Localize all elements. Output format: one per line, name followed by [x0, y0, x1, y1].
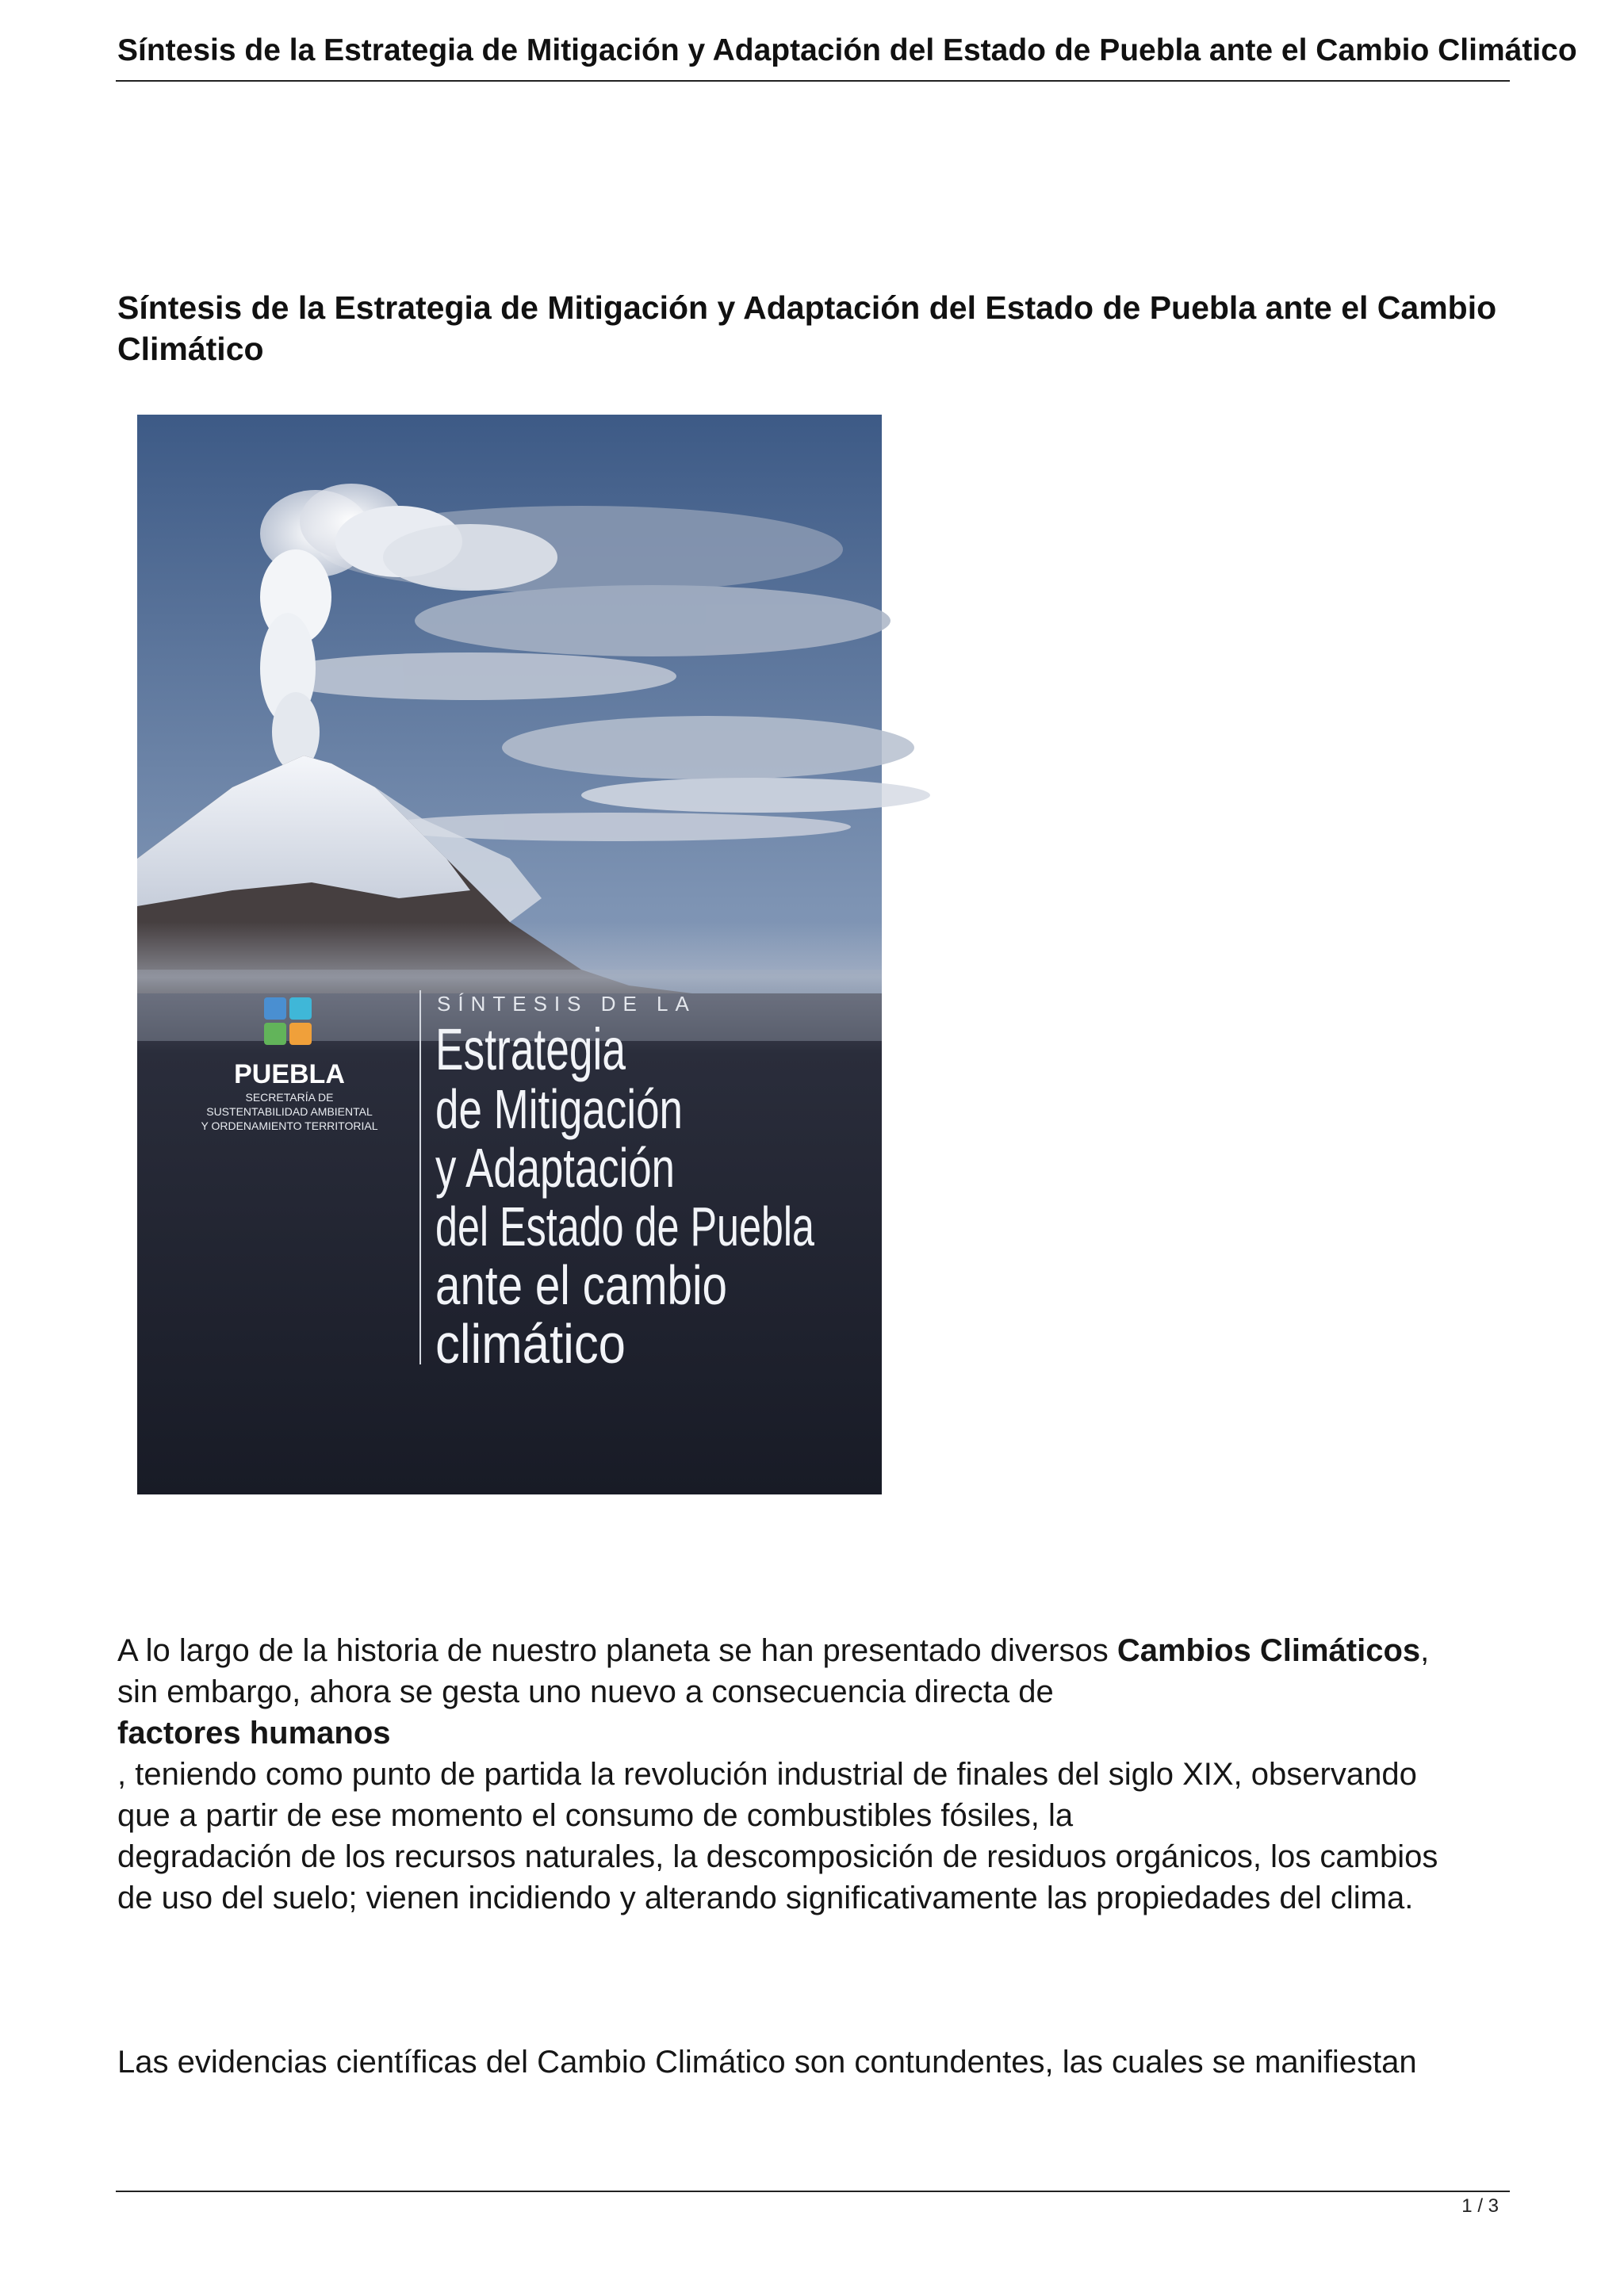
intro-line-1-comma: ,	[1420, 1633, 1430, 1668]
cover-logo-sub-2: SUSTENTABILIDAD AMBIENTAL	[206, 1105, 373, 1118]
cover-title-line-4: del Estado de Puebla	[435, 1196, 815, 1257]
intro-line-4: , teniendo como punto de partida la revolución industrial de finales del siglo XIX, observando	[117, 1757, 1417, 1792]
cover-title-line-6: climático	[435, 1313, 626, 1375]
intro-line-1	[117, 1630, 1537, 1671]
intro-bold-cambios-climaticos: Cambios Climáticos	[1116, 1633, 1421, 1668]
cover-logo-sub-3: Y ORDENAMIENTO TERRITORIAL	[201, 1119, 378, 1132]
intro-paragraph	[117, 1630, 1537, 1919]
evidence-line-1: Las evidencias científicas del Cambio Climático son contundentes, las cuales se manifiestan	[117, 2045, 1417, 2080]
cover-title-line-5: ante el cambio	[435, 1254, 727, 1316]
page-number: 1 / 3	[1461, 2195, 1499, 2217]
cover-title-line-3: y Adaptación	[435, 1137, 675, 1199]
footer-divider	[116, 2191, 1510, 2192]
header-divider	[116, 80, 1510, 82]
cover-title-line-2: de Mitigación	[435, 1078, 683, 1140]
intro-line-2: sin embargo, ahora se gesta uno nuevo a consecuencia directa de	[117, 1674, 1054, 1709]
cover-logo-sub-1: SECRETARÍA DE	[245, 1091, 334, 1104]
cover-title-line-1: Estrategia	[435, 1016, 626, 1082]
intro-line-6: degradación de los recursos naturales, la descomposición de residuos orgánicos, los cambios	[117, 1839, 1438, 1874]
intro-line-5: que a partir de ese momento el consumo de combustibles fósiles, la	[117, 1798, 1074, 1833]
cover-image	[137, 415, 882, 1494]
intro-line-1-text: A lo largo de la historia de nuestro planeta se han presentado diversos	[117, 1633, 1117, 1668]
cover-logo-name: PUEBLA	[234, 1059, 345, 1089]
article-title: Síntesis de la Estrategia de Mitigación y Adaptación del Estado de Puebla ante el Cambio Climático	[117, 289, 1497, 367]
intro-line-3	[117, 1712, 1537, 1754]
intro-line-7: de uso del suelo; vienen incidiendo y alterando significativamente las propiedades del clima.	[117, 1881, 1414, 1915]
cover-pretitle: SÍNTESIS DE LA	[437, 992, 696, 1016]
cover-illustration	[137, 415, 882, 1494]
running-header-title: Síntesis de la Estrategia de Mitigación y Adaptación del Estado de Puebla ante el Cambio Climático	[117, 33, 1577, 67]
intro-bold-factores-humanos: factores humanos	[117, 1716, 391, 1751]
evidence-paragraph	[117, 2042, 1537, 2083]
